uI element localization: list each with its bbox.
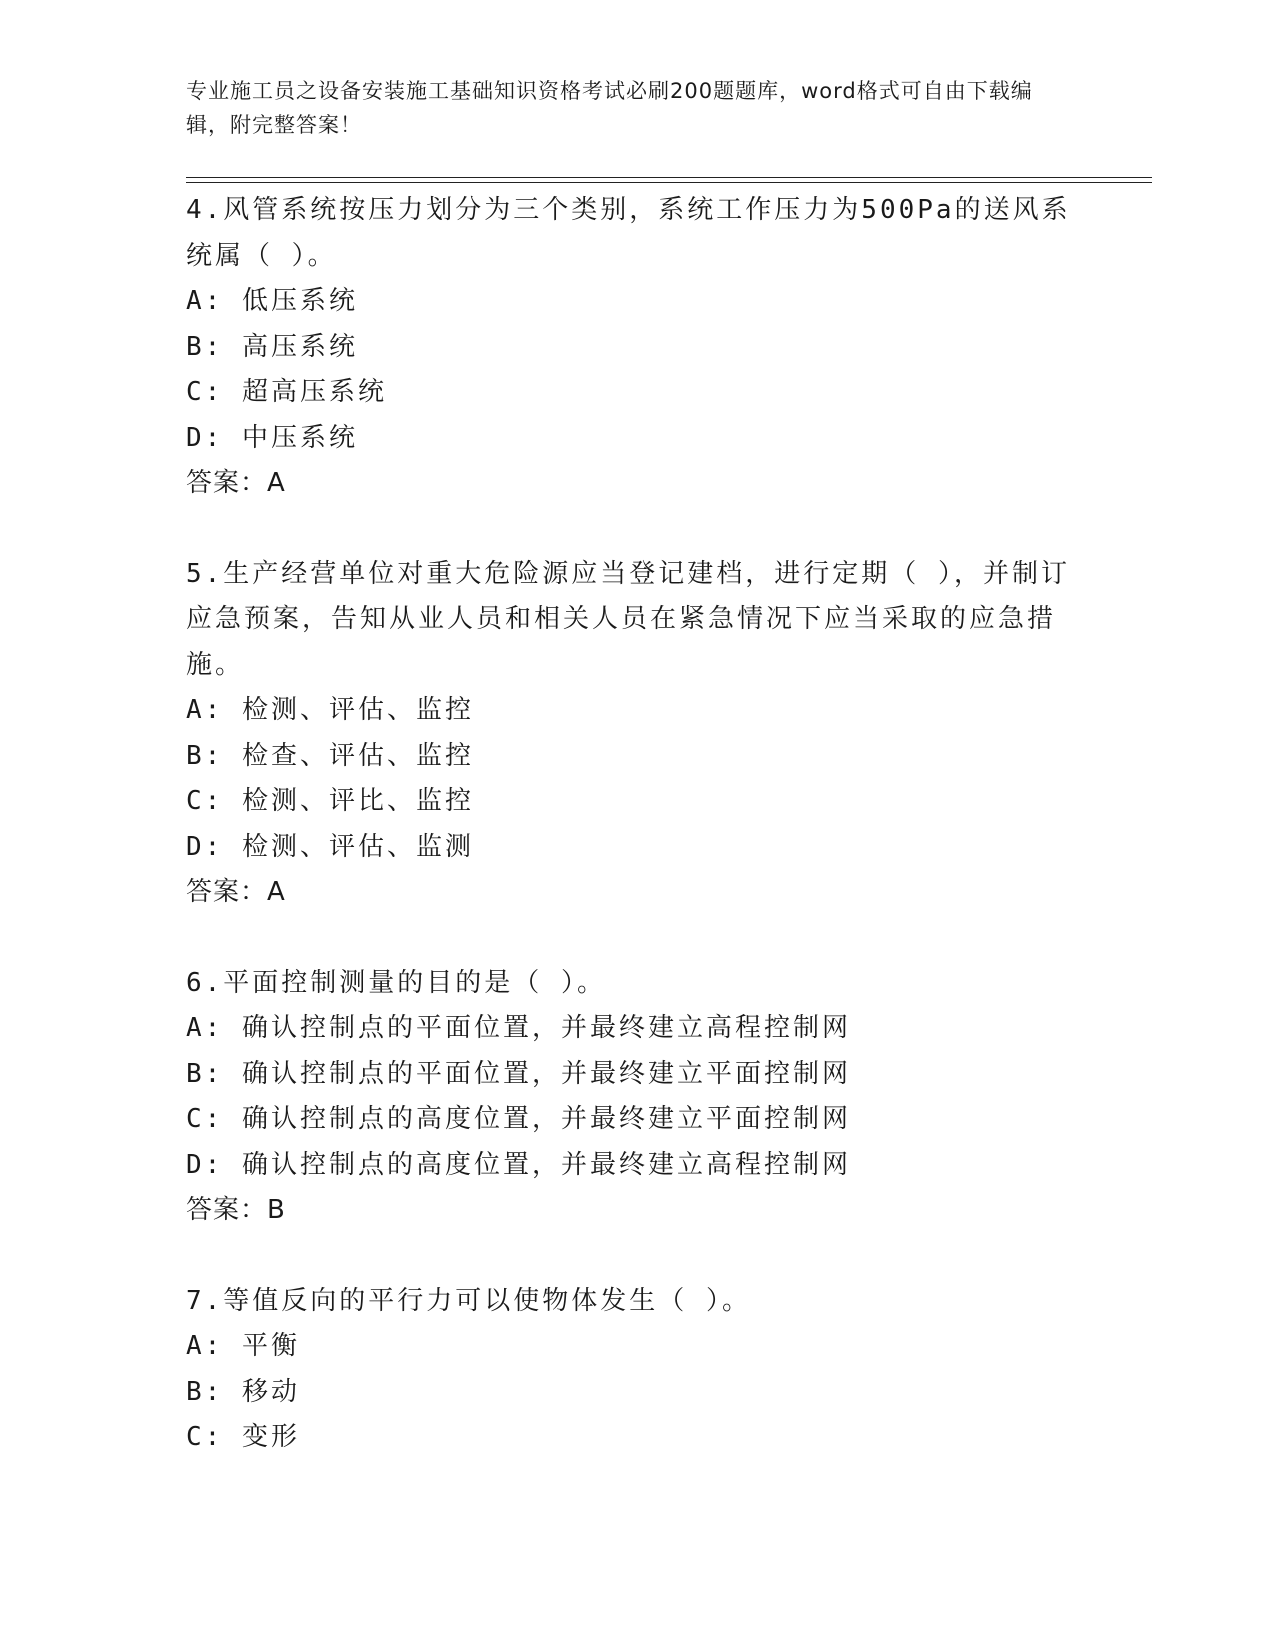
answer: 答案：A — [186, 877, 286, 907]
option-b: B: 确认控制点的平面位置，并最终建立平面控制网 — [186, 1058, 851, 1089]
option-b: B: 检查、评估、监控 — [186, 740, 474, 771]
question-4 — [186, 188, 1086, 507]
option-c: C: 确认控制点的高度位置，并最终建立平面控制网 — [186, 1104, 851, 1134]
question-stem: 5.生产经营单位对重大危险源应当登记建档，进行定期（ ），并制订应急预案，告知从业人员和相关人员在紧急情况下应当采取的应急措施。 — [186, 558, 1070, 680]
question-5 — [186, 552, 1086, 916]
question-stem: 6.平面控制测量的目的是（ ）。 — [186, 967, 606, 998]
header-rule-bottom — [186, 182, 1152, 183]
document-header: 专业施工员之设备安装施工基础知识资格考试必刷200题题库，word格式可自由下载编辑，附完整答案！ — [186, 79, 1033, 137]
question-6 — [186, 961, 1086, 1234]
option-d: D: 中压系统 — [186, 422, 358, 453]
question-stem: 4.风管系统按压力划分为三个类别，系统工作压力为500Pa的送风系统属（ ）。 — [186, 195, 1071, 271]
option-a: A: 平衡 — [186, 1331, 300, 1361]
option-d: D: 检测、评估、监测 — [186, 831, 474, 862]
option-a: A: 确认控制点的平面位置，并最终建立高程控制网 — [186, 1013, 851, 1043]
answer: 答案：B — [186, 1195, 286, 1225]
option-a: A: 检测、评估、监控 — [186, 695, 474, 725]
option-c: C: 检测、评比、监控 — [186, 786, 474, 816]
question-stem: 7.等值反向的平行力可以使物体发生（ ）。 — [186, 1285, 751, 1316]
option-b: B: 高压系统 — [186, 331, 358, 362]
option-c: C: 变形 — [186, 1422, 300, 1452]
option-a: A: 低压系统 — [186, 286, 358, 316]
option-d: D: 确认控制点的高度位置，并最终建立高程控制网 — [186, 1149, 851, 1180]
question-7 — [186, 1279, 1086, 1461]
header-rule-top — [186, 177, 1152, 178]
option-b: B: 移动 — [186, 1376, 300, 1407]
option-c: C: 超高压系统 — [186, 377, 387, 407]
question-list — [186, 188, 1086, 1506]
answer: 答案：A — [186, 468, 286, 498]
